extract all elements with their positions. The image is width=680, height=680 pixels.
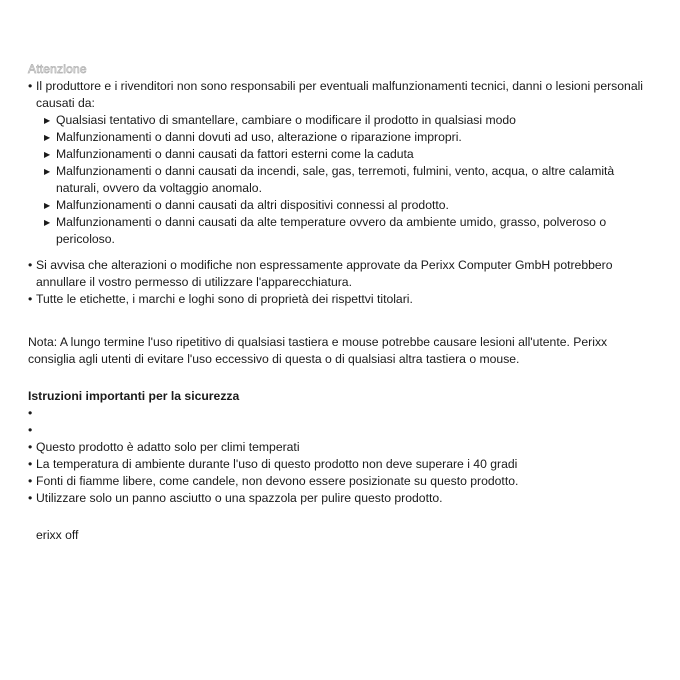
cause-text: Malfunzionamenti o danni causati da fattori esterni come la caduta — [56, 147, 414, 161]
document-body — [28, 61, 656, 544]
safety-text: Utilizzare solo un panno asciutto o una spazzola per pulire questo prodotto. — [36, 491, 443, 505]
safety-text: Questo prodotto è adatto solo per climi temperati — [36, 440, 300, 454]
list-item — [28, 422, 656, 439]
list-item — [44, 129, 656, 146]
list-item — [28, 405, 656, 422]
list-item — [44, 163, 656, 197]
bullet-icon: • — [28, 406, 33, 420]
bullet-icon: • — [28, 474, 33, 488]
triangle-bullet-icon: ▶ — [44, 218, 51, 227]
safety-list — [28, 405, 656, 507]
list-item — [44, 146, 656, 163]
usage-note: Nota: A lungo termine l'uso ripetitivo di qualsiasi tastiera e mouse potrebbe causare lesioni all'utente. Perixx consiglia agli utenti di evitare l'uso eccessivo di questa o di qualsiasi altra tastiera o mouse. — [28, 335, 608, 366]
list-item — [28, 473, 656, 490]
list-item — [28, 490, 656, 507]
bullet-icon: • — [28, 440, 33, 454]
bullet-icon: • — [28, 79, 33, 93]
triangle-bullet-icon: ▶ — [44, 167, 51, 176]
bullet-icon: • — [28, 258, 33, 272]
safety-text — [36, 422, 656, 439]
triangle-bullet-icon: ▶ — [44, 133, 51, 142]
intro-bullet — [28, 78, 656, 112]
bullet-icon: • — [28, 491, 33, 505]
notice-text: Tutte le etichette, i marchi e loghi sono di proprietà dei rispettvi titolari. — [36, 292, 413, 306]
list-item — [44, 214, 656, 248]
safety-text — [36, 405, 656, 422]
notice-bullet — [28, 291, 656, 308]
cause-text: Malfunzionamenti o danni causati da incendi, sale, gas, terremoti, fulmini, vento, acqua, o altre calamità naturali, ovvero da voltaggio anomalo. — [56, 164, 615, 195]
notice-text: Si avvisa che alterazioni o modifiche non espressamente approvate da Perixx Computer GmbH potrebbero annullare il vostro permesso di utilizzare l'apparecchiatura. — [36, 258, 613, 289]
cause-text: Malfunzionamenti o danni dovuti ad uso, alterazione o riparazione impropri. — [56, 130, 462, 144]
list-item — [28, 456, 656, 473]
triangle-bullet-icon: ▶ — [44, 150, 51, 159]
triangle-bullet-icon: ▶ — [44, 201, 51, 210]
safety-title: Istruzioni importanti per la sicurezza — [28, 389, 240, 403]
list-item — [44, 112, 656, 129]
causes-list — [44, 112, 656, 248]
bullet-icon: • — [28, 423, 33, 437]
cause-text: Malfunzionamenti o danni causati da alte temperature ovvero da ambiente umido, grasso, polveroso o pericoloso. — [56, 215, 607, 246]
notice-bullet — [28, 257, 656, 291]
bullet-icon: • — [28, 457, 33, 471]
safety-text: La temperatura di ambiente durante l'uso di questo prodotto non deve superare i 40 gradi — [36, 457, 518, 471]
triangle-bullet-icon: ▶ — [44, 116, 51, 125]
intro-text: Il produttore e i rivenditori non sono responsabili per eventuali malfunzionamenti tecnici, danni o lesioni personali causati da: — [36, 79, 644, 110]
bullet-icon: • — [28, 292, 33, 306]
list-item — [44, 197, 656, 214]
warning-heading: Attenzione — [28, 62, 87, 76]
footer-text: erixx off — [36, 528, 79, 542]
cause-text: Malfunzionamenti o danni causati da altri dispositivi connessi al prodotto. — [56, 198, 449, 212]
cause-text: Qualsiasi tentativo di smantellare, cambiare o modificare il prodotto in qualsiasi modo — [56, 113, 516, 127]
safety-text: Fonti di fiamme libere, come candele, non devono essere posizionate su questo prodotto. — [36, 474, 519, 488]
list-item — [28, 439, 656, 456]
